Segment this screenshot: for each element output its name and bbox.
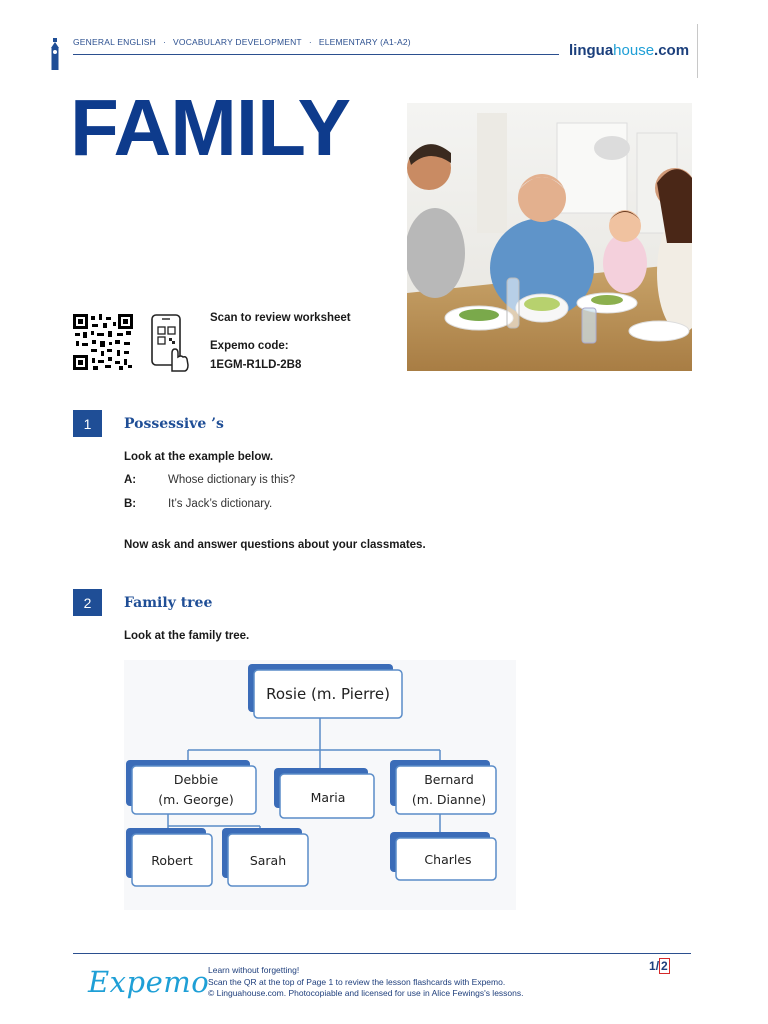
tree-node-label: Rosie (m. Pierre)	[266, 685, 390, 703]
family-meal-photo	[407, 103, 692, 371]
page-total[interactable]: 2	[661, 959, 668, 973]
breadcrumb-item[interactable]: ELEMENTARY (A1-A2)	[318, 37, 411, 47]
scan-label: Scan to review worksheet	[210, 312, 351, 324]
tree-node-debbie	[126, 760, 256, 814]
tree-node-maria	[274, 768, 374, 818]
section-task: Now ask and answer questions about your classmates.	[124, 539, 426, 551]
tree-node-label: Robert	[151, 853, 193, 868]
footer-line: © Linguahouse.com. Photocopiable and licensed for use in Alice Fewings's lessons.	[208, 988, 524, 998]
page-title: FAMILY	[70, 83, 350, 172]
expemo-code-label: Expemo code:	[210, 340, 289, 352]
tree-node-robert	[126, 828, 212, 886]
footer-divider	[73, 953, 691, 954]
tree-node-charles	[390, 832, 496, 880]
expemo-logo[interactable]: Expemo	[88, 965, 210, 999]
tree-node-label: Sarah	[249, 853, 287, 868]
qr-code-icon[interactable]	[73, 314, 133, 370]
tree-node-label: Maria	[310, 790, 346, 805]
tree-node-label: Debbie	[173, 772, 219, 787]
breadcrumb-item[interactable]: VOCABULARY DEVELOPMENT	[173, 37, 302, 47]
footer-line: Learn without forgetting!	[208, 965, 300, 975]
page-number	[649, 959, 670, 973]
page-current: 1	[649, 959, 656, 973]
footer-line: Scan the QR at the top of Page 1 to review the lesson flashcards with Expemo.	[208, 976, 506, 987]
tree-node-root	[248, 664, 402, 718]
tree-node-spouse: (m. George)	[158, 792, 234, 807]
footer-text	[208, 965, 524, 1000]
expemo-code-value: 1EGM-R1LD-2B8	[210, 359, 302, 371]
family-tree-diagram	[124, 660, 516, 910]
breadcrumb-separator: ·	[308, 37, 312, 47]
page-separator: /	[655, 959, 660, 973]
section-instruction: Look at the family tree.	[124, 630, 250, 642]
big-ben-icon	[50, 38, 60, 70]
speaker-label: A:	[124, 474, 137, 486]
phone-scan-icon	[150, 313, 192, 373]
dialogue-line: Whose dictionary is this?	[168, 474, 296, 486]
section-title: Possessive ’s	[124, 416, 224, 432]
section-instruction: Look at the example below.	[124, 451, 274, 463]
brand-bold: lingua	[569, 42, 614, 59]
dialogue-line: It’s Jack’s dictionary.	[168, 498, 273, 510]
speaker-label: B:	[124, 498, 137, 510]
brand-light: house	[613, 42, 655, 59]
tree-node-label: Charles	[424, 852, 472, 867]
brand-logo[interactable]	[569, 42, 689, 59]
header-vertical-divider	[697, 24, 698, 78]
section-title: Family tree	[124, 595, 213, 611]
section-number: 1	[73, 410, 102, 437]
section-number: 2	[73, 589, 102, 616]
tree-node-label: Bernard	[424, 772, 474, 787]
tree-node-spouse: (m. Dianne)	[411, 792, 487, 807]
header-divider	[73, 54, 559, 55]
tree-node-bernard	[390, 760, 496, 814]
tree-node-sarah	[222, 828, 308, 886]
breadcrumb	[73, 37, 411, 47]
breadcrumb-separator: ·	[163, 37, 167, 47]
breadcrumb-item[interactable]: GENERAL ENGLISH	[73, 37, 156, 47]
brand-suffix: .com	[654, 42, 690, 59]
